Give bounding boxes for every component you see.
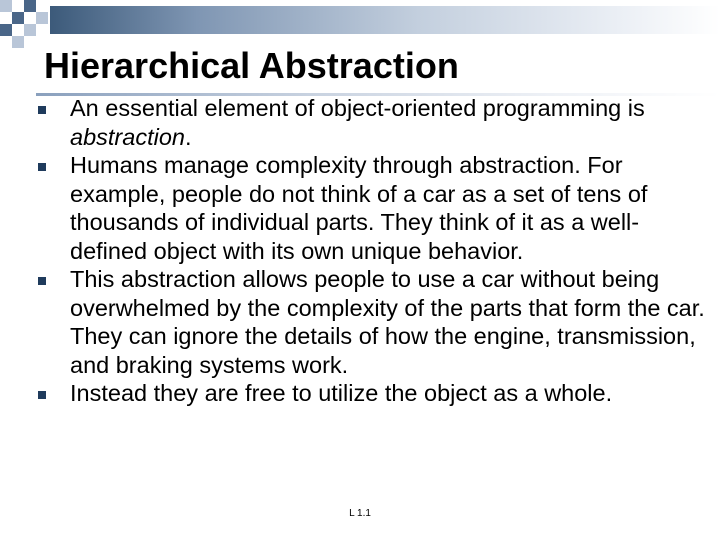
slide-title: Hierarchical Abstraction [44,45,459,86]
square-bullet-icon [38,106,46,114]
emphasis-text: abstraction [70,123,185,150]
bullet-text [70,94,708,151]
bullet-item-4 [38,379,708,408]
square-bullet-icon [38,391,46,399]
bullet-item-2 [38,151,708,265]
bullet-item-3 [38,265,708,379]
bullet-text: Humans manage complexity through abstraction. For example, people do not think of a car as a set of tens of thousands of individual parts. They think of it as a well-defined object with its own unique behavior. [70,152,648,264]
header-gradient-bar [50,6,720,34]
bullet-item-1 [38,94,708,151]
bullet-text: Instead they are free to utilize the object as a whole. [70,380,613,406]
bullet-text-after: . [184,123,192,150]
bullet-list [38,94,708,408]
bullet-text-before: An essential element of object-oriented programming is [70,95,645,121]
square-bullet-icon [38,277,46,285]
square-bullet-icon [38,163,46,171]
slide-footer: L 1.1 [349,508,371,519]
bullet-text: This abstraction allows people to use a car without being overwhelmed by the complexity of the parts that form the car. They can ignore the details of how the engine, transmission, and braking systems work. [70,266,705,378]
